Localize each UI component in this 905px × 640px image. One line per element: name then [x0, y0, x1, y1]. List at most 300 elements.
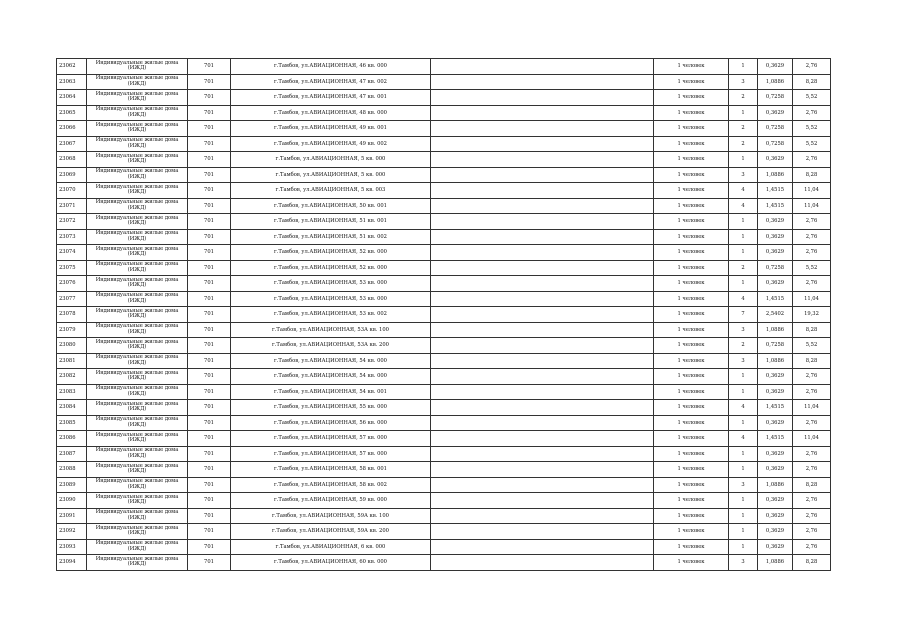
sum-cell: 8,28: [793, 74, 831, 90]
address-cell: г.Тамбов, ул.АВИАЦИОННАЯ, 49 кв. 002: [231, 136, 431, 152]
sum-cell: 2,76: [793, 539, 831, 555]
object-type-cell: Индивидуальные жилые дома (ИЖД): [87, 493, 188, 509]
count-cell: 2: [729, 338, 758, 354]
address-cell: г.Тамбов, ул.АВИАЦИОННАЯ, 50 кв. 001: [231, 198, 431, 214]
address-cell: г.Тамбов, ул.АВИАЦИОННАЯ, 60 кв. 000: [231, 555, 431, 571]
address-cell: г.Тамбов, ул.АВИАЦИОННАЯ, 54 кв. 000: [231, 353, 431, 369]
row-id-cell: 23077: [57, 291, 87, 307]
extra-cell: [431, 105, 654, 121]
count-cell: 2: [729, 136, 758, 152]
object-type-cell: Индивидуальные жилые дома (ИЖД): [87, 291, 188, 307]
extra-cell: [431, 74, 654, 90]
rate-cell: 0,3629: [758, 369, 793, 385]
sum-cell: 2,76: [793, 229, 831, 245]
count-cell: 1: [729, 59, 758, 75]
rate-cell: 0,3629: [758, 59, 793, 75]
row-id-cell: 23090: [57, 493, 87, 509]
address-cell: г.Тамбов, ул.АВИАЦИОННАЯ, 53А кв. 100: [231, 322, 431, 338]
row-id-cell: 23069: [57, 167, 87, 183]
code-cell: 701: [188, 183, 231, 199]
count-cell: 4: [729, 198, 758, 214]
rate-cell: 1,0886: [758, 353, 793, 369]
table-row: [57, 229, 831, 245]
extra-cell: [431, 214, 654, 230]
table-row: [57, 214, 831, 230]
extra-cell: [431, 167, 654, 183]
extra-cell: [431, 524, 654, 540]
unit-cell: 1 человек: [654, 245, 729, 261]
code-cell: 701: [188, 90, 231, 106]
table-row: [57, 59, 831, 75]
count-cell: 3: [729, 167, 758, 183]
extra-cell: [431, 183, 654, 199]
rate-cell: 0,7258: [758, 90, 793, 106]
table-row: [57, 508, 831, 524]
row-id-cell: 23070: [57, 183, 87, 199]
row-id-cell: 23068: [57, 152, 87, 168]
extra-cell: [431, 121, 654, 137]
row-id-cell: 23073: [57, 229, 87, 245]
rate-cell: 1,4515: [758, 198, 793, 214]
rate-cell: 0,7258: [758, 121, 793, 137]
address-cell: г.Тамбов, ул.АВИАЦИОННАЯ, 53 кв. 000: [231, 276, 431, 292]
rate-cell: 0,7258: [758, 260, 793, 276]
extra-cell: [431, 291, 654, 307]
count-cell: 4: [729, 183, 758, 199]
object-type-cell: Индивидуальные жилые дома (ИЖД): [87, 105, 188, 121]
count-cell: 1: [729, 415, 758, 431]
row-id-cell: 23089: [57, 477, 87, 493]
table-row: [57, 353, 831, 369]
unit-cell: 1 человек: [654, 59, 729, 75]
row-id-cell: 23088: [57, 462, 87, 478]
unit-cell: 1 человек: [654, 167, 729, 183]
address-cell: г.Тамбов, ул.АВИАЦИОННАЯ, 58 кв. 001: [231, 462, 431, 478]
address-cell: г.Тамбов, ул.АВИАЦИОННАЯ, 47 кв. 001: [231, 90, 431, 106]
code-cell: 701: [188, 431, 231, 447]
unit-cell: 1 человек: [654, 477, 729, 493]
row-id-cell: 23076: [57, 276, 87, 292]
extra-cell: [431, 136, 654, 152]
object-type-cell: Индивидуальные жилые дома (ИЖД): [87, 198, 188, 214]
address-cell: г.Тамбов, ул.АВИАЦИОННАЯ, 54 кв. 001: [231, 384, 431, 400]
sum-cell: 19,32: [793, 307, 831, 323]
object-type-cell: Индивидуальные жилые дома (ИЖД): [87, 276, 188, 292]
unit-cell: 1 человек: [654, 276, 729, 292]
code-cell: 701: [188, 508, 231, 524]
sum-cell: 2,76: [793, 59, 831, 75]
row-id-cell: 23094: [57, 555, 87, 571]
unit-cell: 1 человек: [654, 198, 729, 214]
row-id-cell: 23092: [57, 524, 87, 540]
table-row: [57, 121, 831, 137]
table-row: [57, 105, 831, 121]
unit-cell: 1 человек: [654, 214, 729, 230]
table-row: [57, 291, 831, 307]
rate-cell: 0,3629: [758, 524, 793, 540]
code-cell: 701: [188, 152, 231, 168]
row-id-cell: 23064: [57, 90, 87, 106]
object-type-cell: Индивидуальные жилые дома (ИЖД): [87, 136, 188, 152]
sum-cell: 2,76: [793, 462, 831, 478]
table-row: [57, 431, 831, 447]
code-cell: 701: [188, 59, 231, 75]
code-cell: 701: [188, 322, 231, 338]
rate-cell: 0,3629: [758, 245, 793, 261]
unit-cell: 1 человек: [654, 462, 729, 478]
unit-cell: 1 человек: [654, 369, 729, 385]
code-cell: 701: [188, 415, 231, 431]
table-row: [57, 136, 831, 152]
rate-cell: 1,4515: [758, 183, 793, 199]
code-cell: 701: [188, 245, 231, 261]
table-row: [57, 338, 831, 354]
table-row: [57, 322, 831, 338]
table-row: [57, 446, 831, 462]
extra-cell: [431, 307, 654, 323]
object-type-cell: Индивидуальные жилые дома (ИЖД): [87, 214, 188, 230]
extra-cell: [431, 462, 654, 478]
address-cell: г.Тамбов, ул.АВИАЦИОННАЯ, 5 кв. 003: [231, 183, 431, 199]
count-cell: 2: [729, 121, 758, 137]
object-type-cell: Индивидуальные жилые дома (ИЖД): [87, 508, 188, 524]
unit-cell: 1 человек: [654, 493, 729, 509]
unit-cell: 1 человек: [654, 446, 729, 462]
sum-cell: 2,76: [793, 493, 831, 509]
code-cell: 701: [188, 539, 231, 555]
row-id-cell: 23072: [57, 214, 87, 230]
object-type-cell: Индивидуальные жилые дома (ИЖД): [87, 307, 188, 323]
count-cell: 3: [729, 555, 758, 571]
table-row: [57, 260, 831, 276]
rate-cell: 1,0886: [758, 477, 793, 493]
address-cell: г.Тамбов, ул.АВИАЦИОННАЯ, 46 кв. 000: [231, 59, 431, 75]
address-cell: г.Тамбов, ул.АВИАЦИОННАЯ, 52 кв. 000: [231, 260, 431, 276]
extra-cell: [431, 260, 654, 276]
extra-cell: [431, 90, 654, 106]
count-cell: 2: [729, 260, 758, 276]
unit-cell: 1 человек: [654, 322, 729, 338]
unit-cell: 1 человек: [654, 384, 729, 400]
code-cell: 701: [188, 291, 231, 307]
unit-cell: 1 человек: [654, 136, 729, 152]
sum-cell: 11,04: [793, 183, 831, 199]
sum-cell: 2,76: [793, 524, 831, 540]
rate-cell: 1,0886: [758, 74, 793, 90]
code-cell: 701: [188, 136, 231, 152]
table-body: [57, 59, 831, 571]
count-cell: 1: [729, 229, 758, 245]
sum-cell: 5,52: [793, 338, 831, 354]
code-cell: 701: [188, 462, 231, 478]
row-id-cell: 23082: [57, 369, 87, 385]
address-cell: г.Тамбов, ул.АВИАЦИОННАЯ, 59А кв. 100: [231, 508, 431, 524]
row-id-cell: 23074: [57, 245, 87, 261]
row-id-cell: 23075: [57, 260, 87, 276]
table-row: [57, 152, 831, 168]
object-type-cell: Индивидуальные жилые дома (ИЖД): [87, 400, 188, 416]
unit-cell: 1 человек: [654, 400, 729, 416]
code-cell: 701: [188, 74, 231, 90]
row-id-cell: 23080: [57, 338, 87, 354]
extra-cell: [431, 152, 654, 168]
unit-cell: 1 человек: [654, 121, 729, 137]
address-cell: г.Тамбов, ул.АВИАЦИОННАЯ, 59А кв. 200: [231, 524, 431, 540]
count-cell: 3: [729, 322, 758, 338]
object-type-cell: Индивидуальные жилые дома (ИЖД): [87, 524, 188, 540]
rate-cell: 0,3629: [758, 105, 793, 121]
table-row: [57, 524, 831, 540]
address-cell: г.Тамбов, ул.АВИАЦИОННАЯ, 47 кв. 002: [231, 74, 431, 90]
address-cell: г.Тамбов, ул.АВИАЦИОННАЯ, 49 кв. 001: [231, 121, 431, 137]
object-type-cell: Индивидуальные жилые дома (ИЖД): [87, 462, 188, 478]
row-id-cell: 23079: [57, 322, 87, 338]
rate-cell: 0,3629: [758, 214, 793, 230]
count-cell: 1: [729, 462, 758, 478]
object-type-cell: Индивидуальные жилые дома (ИЖД): [87, 539, 188, 555]
code-cell: 701: [188, 105, 231, 121]
sum-cell: 8,28: [793, 167, 831, 183]
extra-cell: [431, 477, 654, 493]
extra-cell: [431, 322, 654, 338]
rate-cell: 2,5402: [758, 307, 793, 323]
row-id-cell: 23063: [57, 74, 87, 90]
row-id-cell: 23085: [57, 415, 87, 431]
unit-cell: 1 человек: [654, 307, 729, 323]
address-cell: г.Тамбов, ул.АВИАЦИОННАЯ, 6 кв. 000: [231, 539, 431, 555]
address-cell: г.Тамбов, ул.АВИАЦИОННАЯ, 5 кв. 000: [231, 167, 431, 183]
row-id-cell: 23071: [57, 198, 87, 214]
extra-cell: [431, 508, 654, 524]
rate-cell: 1,0886: [758, 322, 793, 338]
registry-table: [56, 58, 831, 571]
rate-cell: 0,3629: [758, 462, 793, 478]
unit-cell: 1 человек: [654, 508, 729, 524]
address-cell: г.Тамбов, ул.АВИАЦИОННАЯ, 58 кв. 002: [231, 477, 431, 493]
object-type-cell: Индивидуальные жилые дома (ИЖД): [87, 431, 188, 447]
code-cell: 701: [188, 121, 231, 137]
address-cell: г.Тамбов, ул.АВИАЦИОННАЯ, 5 кв. 000: [231, 152, 431, 168]
sum-cell: 11,04: [793, 400, 831, 416]
rate-cell: 1,4515: [758, 291, 793, 307]
extra-cell: [431, 446, 654, 462]
sum-cell: 5,52: [793, 121, 831, 137]
object-type-cell: Индивидуальные жилые дома (ИЖД): [87, 415, 188, 431]
extra-cell: [431, 245, 654, 261]
address-cell: г.Тамбов, ул.АВИАЦИОННАЯ, 51 кв. 002: [231, 229, 431, 245]
sum-cell: 2,76: [793, 276, 831, 292]
extra-cell: [431, 353, 654, 369]
unit-cell: 1 человек: [654, 183, 729, 199]
rate-cell: 0,7258: [758, 136, 793, 152]
count-cell: 1: [729, 446, 758, 462]
row-id-cell: 23087: [57, 446, 87, 462]
code-cell: 701: [188, 477, 231, 493]
table-row: [57, 245, 831, 261]
code-cell: 701: [188, 524, 231, 540]
extra-cell: [431, 431, 654, 447]
rate-cell: 1,4515: [758, 431, 793, 447]
unit-cell: 1 человек: [654, 555, 729, 571]
table-row: [57, 276, 831, 292]
table-row: [57, 555, 831, 571]
object-type-cell: Индивидуальные жилые дома (ИЖД): [87, 369, 188, 385]
count-cell: 1: [729, 384, 758, 400]
object-type-cell: Индивидуальные жилые дома (ИЖД): [87, 152, 188, 168]
object-type-cell: Индивидуальные жилые дома (ИЖД): [87, 384, 188, 400]
table-row: [57, 539, 831, 555]
row-id-cell: 23067: [57, 136, 87, 152]
count-cell: 3: [729, 353, 758, 369]
sum-cell: 2,76: [793, 369, 831, 385]
rate-cell: 0,3629: [758, 508, 793, 524]
rate-cell: 0,3629: [758, 384, 793, 400]
row-id-cell: 23081: [57, 353, 87, 369]
table-row: [57, 369, 831, 385]
sum-cell: 8,28: [793, 555, 831, 571]
table-row: [57, 307, 831, 323]
object-type-cell: Индивидуальные жилые дома (ИЖД): [87, 74, 188, 90]
sum-cell: 2,76: [793, 214, 831, 230]
rate-cell: 0,3629: [758, 493, 793, 509]
rate-cell: 0,3629: [758, 539, 793, 555]
sum-cell: 8,28: [793, 353, 831, 369]
extra-cell: [431, 229, 654, 245]
count-cell: 1: [729, 508, 758, 524]
extra-cell: [431, 338, 654, 354]
sum-cell: 2,76: [793, 105, 831, 121]
row-id-cell: 23084: [57, 400, 87, 416]
count-cell: 1: [729, 152, 758, 168]
sum-cell: 2,76: [793, 152, 831, 168]
extra-cell: [431, 59, 654, 75]
address-cell: г.Тамбов, ул.АВИАЦИОННАЯ, 56 кв. 000: [231, 415, 431, 431]
count-cell: 4: [729, 291, 758, 307]
code-cell: 701: [188, 400, 231, 416]
extra-cell: [431, 555, 654, 571]
sum-cell: 2,76: [793, 384, 831, 400]
sum-cell: 5,52: [793, 136, 831, 152]
row-id-cell: 23093: [57, 539, 87, 555]
code-cell: 701: [188, 307, 231, 323]
row-id-cell: 23078: [57, 307, 87, 323]
unit-cell: 1 человек: [654, 152, 729, 168]
sum-cell: 11,04: [793, 431, 831, 447]
rate-cell: 0,3629: [758, 446, 793, 462]
row-id-cell: 23065: [57, 105, 87, 121]
address-cell: г.Тамбов, ул.АВИАЦИОННАЯ, 52 кв. 000: [231, 245, 431, 261]
object-type-cell: Индивидуальные жилые дома (ИЖД): [87, 555, 188, 571]
count-cell: 4: [729, 400, 758, 416]
count-cell: 1: [729, 539, 758, 555]
object-type-cell: Индивидуальные жилые дома (ИЖД): [87, 90, 188, 106]
unit-cell: 1 человек: [654, 229, 729, 245]
address-cell: г.Тамбов, ул.АВИАЦИОННАЯ, 53 кв. 002: [231, 307, 431, 323]
sum-cell: 8,28: [793, 322, 831, 338]
code-cell: 701: [188, 493, 231, 509]
table-row: [57, 462, 831, 478]
extra-cell: [431, 400, 654, 416]
unit-cell: 1 человек: [654, 415, 729, 431]
object-type-cell: Индивидуальные жилые дома (ИЖД): [87, 260, 188, 276]
code-cell: 701: [188, 276, 231, 292]
table-row: [57, 415, 831, 431]
extra-cell: [431, 198, 654, 214]
unit-cell: 1 человек: [654, 338, 729, 354]
code-cell: 701: [188, 198, 231, 214]
code-cell: 701: [188, 214, 231, 230]
table-row: [57, 167, 831, 183]
object-type-cell: Индивидуальные жилые дома (ИЖД): [87, 446, 188, 462]
count-cell: 1: [729, 214, 758, 230]
count-cell: 7: [729, 307, 758, 323]
object-type-cell: Индивидуальные жилые дома (ИЖД): [87, 167, 188, 183]
table-row: [57, 477, 831, 493]
unit-cell: 1 человек: [654, 105, 729, 121]
table-row: [57, 198, 831, 214]
count-cell: 3: [729, 74, 758, 90]
table-row: [57, 90, 831, 106]
sum-cell: 2,76: [793, 245, 831, 261]
object-type-cell: Индивидуальные жилые дома (ИЖД): [87, 322, 188, 338]
row-id-cell: 23086: [57, 431, 87, 447]
count-cell: 1: [729, 524, 758, 540]
rate-cell: 0,3629: [758, 152, 793, 168]
object-type-cell: Индивидуальные жилые дома (ИЖД): [87, 229, 188, 245]
unit-cell: 1 человек: [654, 291, 729, 307]
table-row: [57, 400, 831, 416]
rate-cell: 0,3629: [758, 229, 793, 245]
row-id-cell: 23062: [57, 59, 87, 75]
unit-cell: 1 человек: [654, 74, 729, 90]
address-cell: г.Тамбов, ул.АВИАЦИОННАЯ, 57 кв. 000: [231, 446, 431, 462]
extra-cell: [431, 384, 654, 400]
count-cell: 1: [729, 369, 758, 385]
code-cell: 701: [188, 384, 231, 400]
code-cell: 701: [188, 229, 231, 245]
count-cell: 1: [729, 493, 758, 509]
row-id-cell: 23083: [57, 384, 87, 400]
rate-cell: 0,3629: [758, 276, 793, 292]
sum-cell: 5,52: [793, 90, 831, 106]
count-cell: 3: [729, 477, 758, 493]
address-cell: г.Тамбов, ул.АВИАЦИОННАЯ, 57 кв. 000: [231, 431, 431, 447]
extra-cell: [431, 493, 654, 509]
count-cell: 1: [729, 276, 758, 292]
unit-cell: 1 человек: [654, 90, 729, 106]
extra-cell: [431, 369, 654, 385]
code-cell: 701: [188, 167, 231, 183]
object-type-cell: Индивидуальные жилые дома (ИЖД): [87, 338, 188, 354]
sum-cell: 8,28: [793, 477, 831, 493]
object-type-cell: Индивидуальные жилые дома (ИЖД): [87, 245, 188, 261]
table-row: [57, 384, 831, 400]
code-cell: 701: [188, 260, 231, 276]
rate-cell: 0,3629: [758, 415, 793, 431]
object-type-cell: Индивидуальные жилые дома (ИЖД): [87, 183, 188, 199]
row-id-cell: 23066: [57, 121, 87, 137]
address-cell: г.Тамбов, ул.АВИАЦИОННАЯ, 48 кв. 000: [231, 105, 431, 121]
address-cell: г.Тамбов, ул.АВИАЦИОННАЯ, 53А кв. 200: [231, 338, 431, 354]
code-cell: 701: [188, 369, 231, 385]
code-cell: 701: [188, 555, 231, 571]
count-cell: 4: [729, 431, 758, 447]
table-row: [57, 183, 831, 199]
table-row: [57, 74, 831, 90]
count-cell: 1: [729, 245, 758, 261]
address-cell: г.Тамбов, ул.АВИАЦИОННАЯ, 51 кв. 001: [231, 214, 431, 230]
extra-cell: [431, 415, 654, 431]
